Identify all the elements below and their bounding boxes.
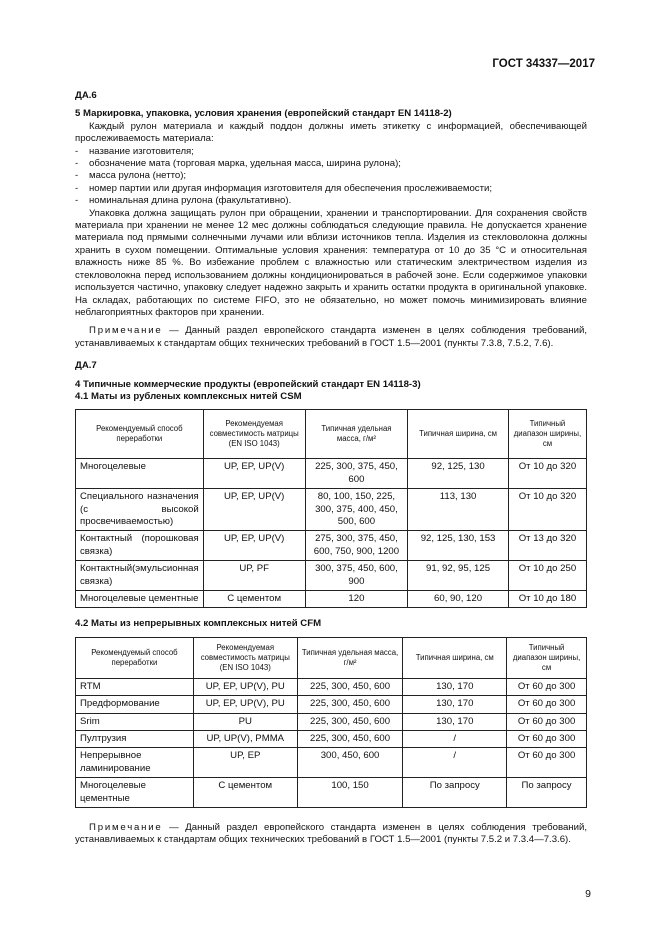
table-cell: UP, EP, UP(V) — [203, 489, 305, 531]
table-cell: UP, EP, UP(V), PU — [193, 678, 297, 695]
page-number: 9 — [585, 888, 591, 900]
note-label: Примечание — [89, 822, 163, 834]
table-cell: 92, 125, 130 — [408, 459, 509, 489]
subsection-heading-cfm: 4.2 Маты из непрерывных комплексных нитей CFM — [75, 618, 322, 630]
table-cell: 91, 92, 95, 125 — [408, 561, 509, 591]
table-row — [76, 778, 587, 808]
cfm-table — [75, 637, 587, 808]
list-item: - номер партии или другая информация изготовителя для обеспечения прослеживаемости; — [75, 183, 587, 195]
table-cell: Пултрузия — [76, 731, 194, 748]
table-cell: 60, 90, 120 — [408, 591, 509, 608]
table-cell: UP, UP(V), PMMA — [193, 731, 297, 748]
storage-paragraph: Упаковка должна защищать рулон при обращении, хранении и транспортировании. Для сохранения свойств материала при хранении не менее 12 мес должны соблюдаться следующие правила. Не допускается хранение материала под прямыми солнечными лучами или вблизи источников тепла. Изделия из стекловолокна должны хранить в сухом помещении. Оптимальные условия хранения: температура от 10 до 35 °С и относительная влажность ниже 85 %. Во избежание проблем с влажностью или статическим электричеством изделия из стекловолокна перед использованием должны кондиционироваться в рабочей зоне. Если содержимое упаковки используется частично, упаковку следует надежно закрыть и хранить остатки продукта в оригинальной упаковке. На складах, работающих по системе FIFO, это не обязательно, но может помочь минимизировать влияние неблагоприятных факторов при хранении. — [75, 207, 587, 318]
column-header: Типичная удельная масса, г/м² — [305, 410, 408, 459]
column-header: Типичный диапазон ширины, см — [507, 637, 587, 678]
table-cell: UP, PF — [203, 561, 305, 591]
table-cell: Многоцелевые цементные — [76, 591, 204, 608]
note-paragraph-1 — [75, 325, 587, 350]
table-cell: RTM — [76, 678, 194, 695]
table-cell: 300, 375, 450, 600, 900 — [305, 561, 408, 591]
table-row — [76, 678, 587, 695]
label-info-list — [75, 146, 587, 208]
column-header: Рекомендуемая совместимость матрицы (EN ISO 1043) — [193, 637, 297, 678]
subsection-heading-csm: 4.1 Маты из рубленых комплексных нитей CSM — [75, 390, 302, 402]
table-cell: Специального назначения (с высокой просвечиваемостью) — [76, 489, 204, 531]
note-text: — Данный раздел европейского стандарта изменен в целях соблюдения требований, устанавливаемых к стандартам общих технических требований в ГОСТ 1.5—2001 (пункты 7.5.2 и 7.3.4—7.3.6). — [75, 822, 587, 846]
table-cell: Контактный(эмульсионная связка) — [76, 561, 204, 591]
table-cell: UP, EP, UP(V), PU — [193, 696, 297, 713]
table-cell: С цементом — [193, 778, 297, 808]
table-cell: / — [403, 731, 507, 748]
table-header-row — [76, 637, 587, 678]
table-cell: Многоцелевые цементные — [76, 778, 194, 808]
table-cell: Предформование — [76, 696, 194, 713]
table-cell: Многоцелевые — [76, 459, 204, 489]
table-row — [76, 748, 587, 778]
csm-table — [75, 409, 587, 608]
table-cell: От 60 до 300 — [507, 748, 587, 778]
table-cell: От 10 до 250 — [508, 561, 586, 591]
column-header: Типичный диапазон ширины, см — [508, 410, 586, 459]
table-cell: От 10 до 320 — [508, 489, 586, 531]
table-cell: 100, 150 — [297, 778, 403, 808]
column-header: Типичная удельная масса, г/м² — [297, 637, 403, 678]
section-label-da6: ДА.6 — [75, 90, 97, 101]
table-cell: 113, 130 — [408, 489, 509, 531]
section-heading-da7: 4 Типичные коммерческие продукты (европейский стандарт EN 14118-3) — [75, 378, 421, 390]
standard-code: ГОСТ 34337—2017 — [492, 58, 595, 70]
table-cell: От 10 до 180 — [508, 591, 586, 608]
note-label: Примечание — [89, 325, 163, 337]
table-row — [76, 713, 587, 730]
table-cell: По запросу — [507, 778, 587, 808]
table-header-row — [76, 410, 587, 459]
table-cell: UP, EP, UP(V) — [203, 531, 305, 561]
list-item: - масса рулона (нетто); — [75, 170, 587, 182]
table-cell: От 10 до 320 — [508, 459, 586, 489]
page-content — [75, 90, 587, 847]
table-cell: 130, 170 — [403, 678, 507, 695]
table-row — [76, 561, 587, 591]
table-cell: Srim — [76, 713, 194, 730]
table-cell: От 13 до 320 — [508, 531, 586, 561]
table-cell: 130, 170 — [403, 713, 507, 730]
column-header: Типичная ширина, см — [408, 410, 509, 459]
table-row — [76, 531, 587, 561]
table-cell: 225, 300, 375, 450, 600 — [305, 459, 408, 489]
table-cell: 130, 170 — [403, 696, 507, 713]
table-cell: PU — [193, 713, 297, 730]
table-row — [76, 591, 587, 608]
table-cell: 225, 300, 450, 600 — [297, 696, 403, 713]
column-header: Рекомендуемый способ переработки — [76, 637, 194, 678]
table-cell: От 60 до 300 — [507, 713, 587, 730]
table-cell: По запросу — [403, 778, 507, 808]
table-cell: От 60 до 300 — [507, 678, 587, 695]
table-cell: Непрерывное ламинирование — [76, 748, 194, 778]
table-cell: UP, EP — [193, 748, 297, 778]
intro-paragraph: Каждый рулон материала и каждый поддон должны иметь этикетку с информацией, обеспечивающей прослеживаемость материала: — [75, 120, 587, 145]
column-header: Рекомендуемый способ переработки — [76, 410, 204, 459]
table-cell: 120 — [305, 591, 408, 608]
table-cell: 80, 100, 150, 225, 300, 375, 400, 450, 500, 600 — [305, 489, 408, 531]
table-cell: 275, 300, 375, 450, 600, 750, 900, 1200 — [305, 531, 408, 561]
table-cell: 92, 125, 130, 153 — [408, 531, 509, 561]
table-cell: 225, 300, 450, 600 — [297, 713, 403, 730]
table-row — [76, 459, 587, 489]
list-item: - обозначение мата (торговая марка, удельная масса, ширина рулона); — [75, 158, 587, 170]
table-cell: UP, EP, UP(V) — [203, 459, 305, 489]
table-cell: От 60 до 300 — [507, 696, 587, 713]
table-cell: Контактный (порошковая связка) — [76, 531, 204, 561]
note-text: — Данный раздел европейского стандарта изменен в целях соблюдения требований, устанавливаемых к стандартам общих технических требований в ГОСТ 1.5—2001 (пункты 7.3.8, 7.5.2, 7.6). — [75, 325, 587, 349]
table-cell: 225, 300, 450, 600 — [297, 731, 403, 748]
list-item: - название изготовителя; — [75, 146, 587, 158]
table-row — [76, 696, 587, 713]
note-paragraph-2 — [75, 822, 587, 847]
section-label-da7: ДА.7 — [75, 360, 97, 372]
section-heading-da6: 5 Маркировка, упаковка, условия хранения (европейский стандарт EN 14118-2) — [75, 108, 452, 120]
table-row — [76, 489, 587, 531]
column-header: Типичная ширина, см — [403, 637, 507, 678]
table-cell: / — [403, 748, 507, 778]
table-cell: 300, 450, 600 — [297, 748, 403, 778]
column-header: Рекомендуемая совместимость матрицы (EN ISO 1043) — [203, 410, 305, 459]
table-cell: От 60 до 300 — [507, 731, 587, 748]
table-cell: С цементом — [203, 591, 305, 608]
list-item: - номинальная длина рулона (факультативно). — [75, 195, 587, 207]
table-cell: 225, 300, 450, 600 — [297, 678, 403, 695]
table-row — [76, 731, 587, 748]
